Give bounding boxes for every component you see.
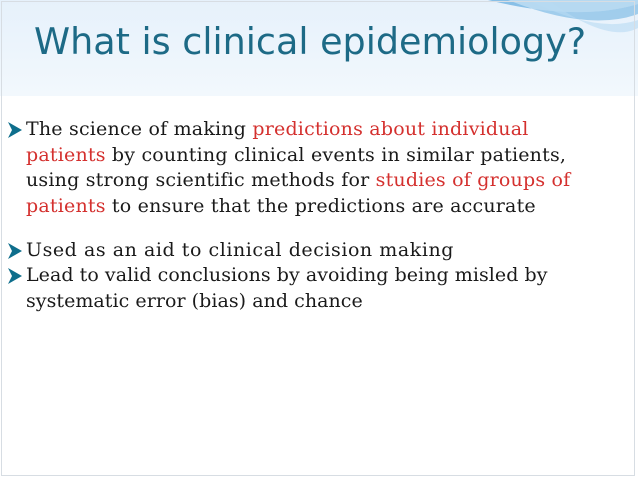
slide-title: What is clinical epidemiology? — [34, 20, 587, 63]
bullet-text: The science of making — [26, 118, 253, 140]
bullet-text: to ensure that the predictions are accurate — [105, 194, 536, 217]
bullet-text: by counting clinical events in similar patients, using strong scientific methods for — [26, 143, 567, 192]
bullet-item — [6, 263, 606, 314]
bullet-item — [6, 238, 606, 264]
arrow-bullet-icon — [6, 121, 24, 139]
bullet-text: Used as an aid to clinical decision making — [26, 238, 454, 261]
bullet-item — [6, 117, 606, 220]
arrow-bullet-icon — [6, 267, 24, 285]
arrow-bullet-icon — [6, 242, 24, 260]
highlight-text: predictions about individual patients — [26, 118, 529, 166]
bullet-text: Lead to valid conclusions by avoiding being misled by systematic error (bias) and chance — [26, 264, 548, 312]
bullet-list — [6, 117, 606, 314]
highlight-text: studies of groups of patients — [26, 169, 571, 217]
